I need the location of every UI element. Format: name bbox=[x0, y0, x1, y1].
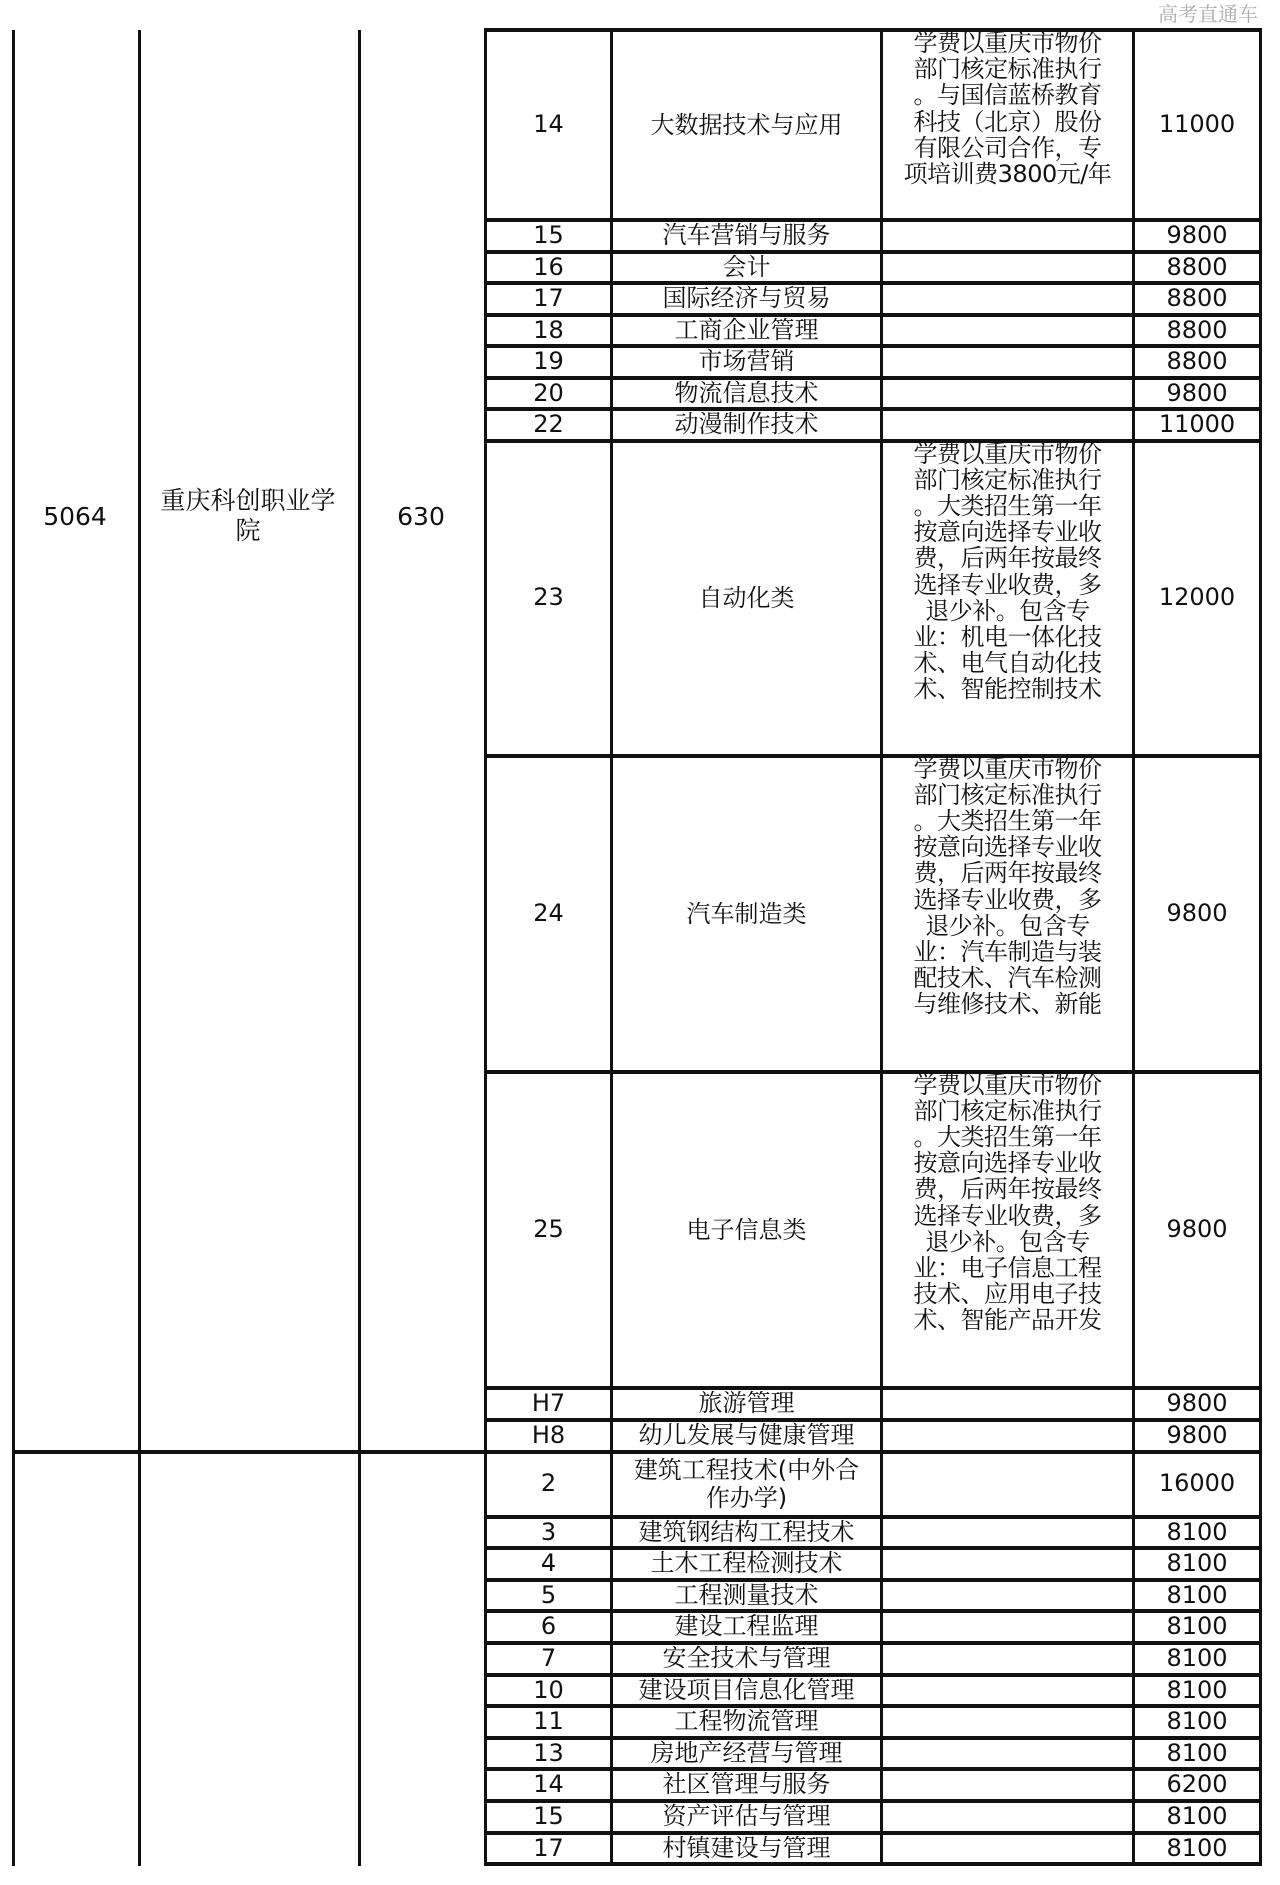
major-name: 土木工程检测技术 bbox=[650, 1549, 843, 1578]
remarks bbox=[883, 1706, 1132, 1738]
row-number: 13 bbox=[533, 1738, 564, 1767]
column-border bbox=[880, 28, 883, 1864]
major-name: 工程物流管理 bbox=[674, 1707, 819, 1736]
tuition-fee: 8100 bbox=[1166, 1643, 1228, 1672]
row-number: 2 bbox=[540, 1469, 557, 1498]
row-number: 19 bbox=[533, 347, 564, 375]
school-name: 重庆科创职业学 院 bbox=[160, 486, 336, 545]
tuition-fee: 8800 bbox=[1166, 347, 1228, 375]
major-name: 资产评估与管理 bbox=[662, 1801, 831, 1830]
block-border bbox=[12, 1450, 484, 1454]
row-number: 20 bbox=[533, 378, 564, 407]
major-name: 国际经济与贸易 bbox=[662, 284, 831, 312]
major-name: 房地产经营与管理 bbox=[650, 1738, 843, 1767]
tuition-fee: 8800 bbox=[1166, 284, 1228, 312]
row-number: 3 bbox=[540, 1517, 557, 1546]
remarks bbox=[883, 283, 1132, 315]
row-number: 16 bbox=[533, 252, 564, 281]
tuition-fee: 9800 bbox=[1166, 898, 1228, 927]
plan-count: 630 bbox=[397, 502, 445, 531]
row-number: 7 bbox=[540, 1643, 557, 1672]
row-number: 18 bbox=[533, 315, 564, 344]
remarks bbox=[883, 378, 1132, 410]
major-name: 会计 bbox=[722, 252, 771, 281]
major-name: 旅游管理 bbox=[698, 1388, 795, 1417]
row-number: 6 bbox=[540, 1612, 557, 1641]
tuition-fee: 8100 bbox=[1166, 1517, 1228, 1546]
major-name: 汽车制造类 bbox=[686, 899, 807, 928]
column-border bbox=[484, 28, 487, 1864]
major-name: 建筑工程技术(中外合 作办学) bbox=[633, 1456, 860, 1512]
tuition-fee: 8100 bbox=[1166, 1801, 1228, 1830]
tuition-fee: 9800 bbox=[1166, 1388, 1228, 1417]
row-number: 5 bbox=[540, 1580, 557, 1609]
column-border bbox=[138, 30, 141, 1866]
tuition-fee: 8100 bbox=[1166, 1707, 1228, 1736]
row-number: 23 bbox=[533, 583, 564, 612]
row-number: 11 bbox=[533, 1707, 564, 1736]
tuition-fee: 8100 bbox=[1166, 1833, 1228, 1862]
tuition-fee: 9800 bbox=[1166, 221, 1228, 249]
column-border bbox=[358, 30, 361, 1866]
tuition-fee: 8100 bbox=[1166, 1580, 1228, 1609]
remarks bbox=[883, 1738, 1132, 1770]
major-name: 自动化类 bbox=[698, 584, 795, 612]
remarks bbox=[883, 1420, 1132, 1452]
major-name: 工商企业管理 bbox=[674, 315, 819, 344]
major-name: 汽车营销与服务 bbox=[662, 221, 831, 249]
tuition-fee: 11000 bbox=[1158, 110, 1236, 139]
row-number: 17 bbox=[533, 284, 564, 312]
row-number: 15 bbox=[533, 1801, 564, 1830]
remarks bbox=[883, 1548, 1132, 1580]
row-number: 14 bbox=[533, 110, 564, 139]
tuition-fee: 9800 bbox=[1166, 1420, 1228, 1449]
school-code: 5064 bbox=[43, 502, 107, 531]
remarks bbox=[883, 1801, 1132, 1833]
major-name: 安全技术与管理 bbox=[662, 1643, 831, 1672]
column-border bbox=[12, 30, 15, 1866]
tuition-fee: 8100 bbox=[1166, 1549, 1228, 1578]
watermark: 高考直通车 bbox=[1158, 2, 1258, 26]
remarks bbox=[883, 346, 1132, 378]
remarks bbox=[883, 1580, 1132, 1612]
tuition-fee: 12000 bbox=[1158, 583, 1236, 612]
column-border bbox=[1259, 28, 1262, 1864]
tuition-fee: 8800 bbox=[1166, 315, 1228, 344]
tuition-fee: 8100 bbox=[1166, 1675, 1228, 1704]
remarks bbox=[883, 1833, 1132, 1865]
row-number: 4 bbox=[540, 1549, 557, 1578]
row-number: 14 bbox=[533, 1770, 564, 1799]
remarks bbox=[883, 220, 1132, 252]
row-number: 22 bbox=[533, 410, 564, 438]
major-name: 电子信息类 bbox=[686, 1215, 807, 1244]
major-name: 动漫制作技术 bbox=[674, 410, 819, 438]
major-name: 大数据技术与应用 bbox=[650, 111, 843, 139]
tuition-fee: 8100 bbox=[1166, 1612, 1228, 1641]
remarks: 学费以重庆市物价 部门核定标准执行 。与国信蓝桥教育 科技（北京）股份 有限公司合作，专 项培训费3800元/年 bbox=[903, 30, 1112, 189]
tuition-fee: 8100 bbox=[1166, 1738, 1228, 1767]
remarks bbox=[883, 1388, 1132, 1420]
remarks bbox=[883, 1611, 1132, 1643]
row-number: 10 bbox=[533, 1675, 564, 1704]
remarks bbox=[883, 252, 1132, 284]
row-number: 17 bbox=[533, 1833, 564, 1862]
major-name: 建设工程监理 bbox=[674, 1612, 819, 1641]
remarks: 学费以重庆市物价 部门核定标准执行 。大类招生第一年 按意向选择专业收 费，后两年按最终 选择专业收费，多 退少补。包含专 业：电子信息工程 技术、应用电子技 术、智能产品开发 bbox=[913, 1071, 1102, 1335]
remarks bbox=[883, 1769, 1132, 1801]
row-number: 15 bbox=[533, 221, 564, 249]
major-name: 工程测量技术 bbox=[674, 1580, 819, 1609]
remarks bbox=[883, 409, 1132, 441]
tuition-fee: 11000 bbox=[1158, 410, 1236, 438]
major-name: 幼儿发展与健康管理 bbox=[638, 1420, 855, 1449]
major-name: 建设项目信息化管理 bbox=[638, 1675, 855, 1704]
tuition-fee: 9800 bbox=[1166, 378, 1228, 407]
major-name: 社区管理与服务 bbox=[662, 1770, 831, 1799]
row-number: 24 bbox=[533, 898, 564, 927]
row-number: H8 bbox=[531, 1420, 566, 1449]
remarks bbox=[883, 1675, 1132, 1707]
tuition-fee: 16000 bbox=[1158, 1469, 1236, 1498]
remarks bbox=[883, 315, 1132, 347]
row-number: 25 bbox=[533, 1214, 564, 1243]
tuition-fee: 6200 bbox=[1166, 1770, 1228, 1799]
remarks bbox=[883, 1452, 1132, 1517]
row-border bbox=[484, 1862, 1262, 1866]
column-border bbox=[1132, 28, 1135, 1864]
tuition-fee: 8800 bbox=[1166, 252, 1228, 281]
remarks: 学费以重庆市物价 部门核定标准执行 。大类招生第一年 按意向选择专业收 费，后两年按最终 选择专业收费，多 退少补。包含专 业：机电一体化技 术、电气自动化技 术、智能控制技术 bbox=[913, 440, 1102, 704]
remarks bbox=[883, 1643, 1132, 1675]
major-name: 市场营销 bbox=[698, 347, 795, 375]
major-name: 物流信息技术 bbox=[674, 378, 819, 407]
remarks: 学费以重庆市物价 部门核定标准执行 。大类招生第一年 按意向选择专业收 费，后两年按最终 选择专业收费，多 退少补。包含专 业：汽车制造与装 配技术、汽车检测 与维修技术、新能 bbox=[913, 755, 1102, 1019]
major-name: 建筑钢结构工程技术 bbox=[638, 1517, 855, 1546]
column-border bbox=[610, 28, 613, 1864]
row-number: H7 bbox=[531, 1388, 566, 1417]
major-name: 村镇建设与管理 bbox=[662, 1833, 831, 1862]
remarks bbox=[883, 1517, 1132, 1549]
tuition-fee: 9800 bbox=[1166, 1214, 1228, 1243]
